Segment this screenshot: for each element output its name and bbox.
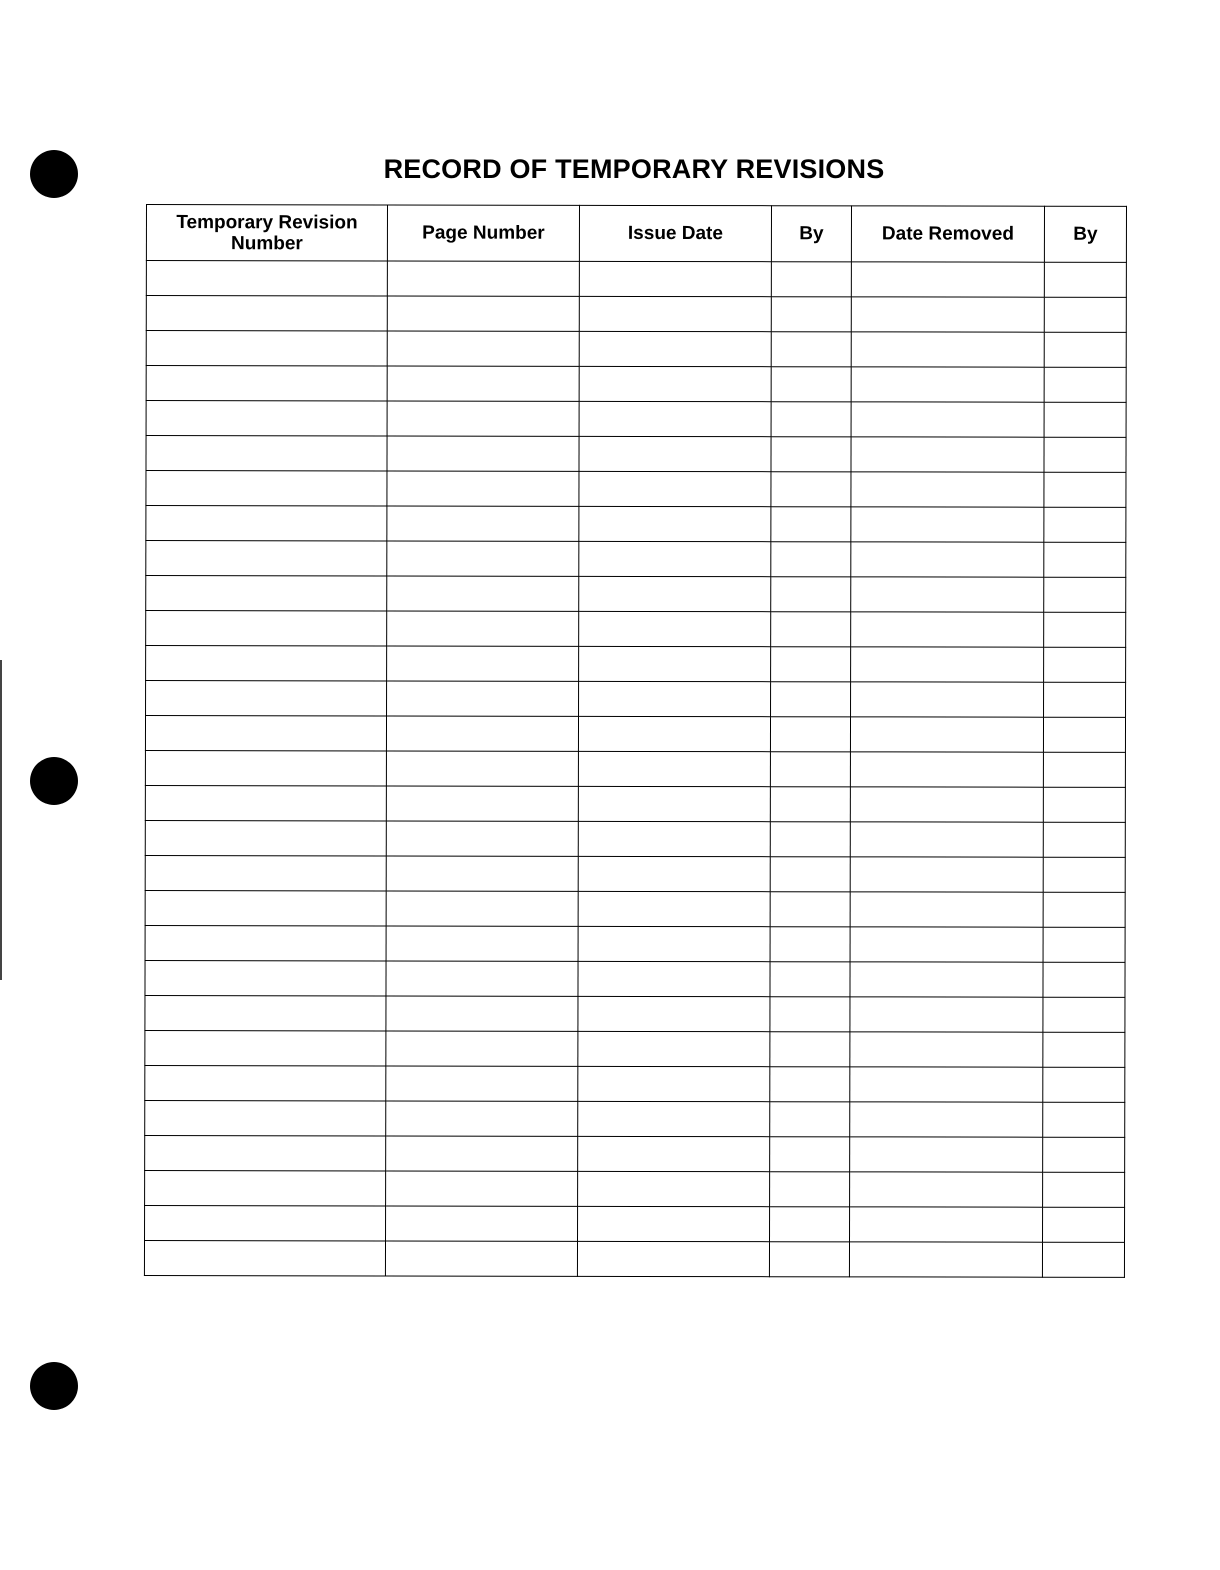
cell-issue-date[interactable] bbox=[578, 1136, 770, 1171]
cell-by-removed[interactable] bbox=[1043, 1067, 1125, 1102]
cell-page-number[interactable] bbox=[386, 926, 578, 961]
cell-by-issued[interactable] bbox=[771, 507, 851, 542]
cell-issue-date[interactable] bbox=[578, 1206, 770, 1241]
cell-issue-date[interactable] bbox=[579, 681, 771, 716]
cell-temp-revision-number[interactable] bbox=[145, 820, 386, 855]
cell-date-removed[interactable] bbox=[851, 542, 1044, 577]
cell-by-removed[interactable] bbox=[1043, 787, 1125, 822]
revisions-table bbox=[144, 204, 1127, 1278]
cell-temp-revision-number[interactable] bbox=[145, 1100, 386, 1135]
cell-date-removed[interactable] bbox=[851, 472, 1044, 507]
page-title: RECORD OF TEMPORARY REVISIONS bbox=[383, 154, 885, 184]
cell-by-issued[interactable] bbox=[770, 1172, 850, 1207]
cell-page-number[interactable] bbox=[386, 786, 578, 821]
col-header-page-number: Page Number bbox=[387, 205, 579, 261]
table-row bbox=[145, 960, 1125, 997]
cell-issue-date[interactable] bbox=[579, 436, 771, 471]
cell-date-removed[interactable] bbox=[850, 997, 1043, 1032]
table-row bbox=[144, 1240, 1124, 1277]
cell-by-issued[interactable] bbox=[770, 822, 850, 857]
cell-by-removed[interactable] bbox=[1043, 927, 1125, 962]
cell-page-number[interactable] bbox=[386, 961, 578, 996]
cell-temp-revision-number[interactable] bbox=[146, 366, 387, 401]
table-row bbox=[146, 296, 1126, 333]
table-row bbox=[146, 471, 1126, 508]
cell-issue-date[interactable] bbox=[578, 1171, 770, 1206]
table-row bbox=[146, 366, 1126, 403]
cell-temp-revision-number[interactable] bbox=[145, 716, 386, 751]
table-row bbox=[145, 1205, 1125, 1242]
cell-by-issued[interactable] bbox=[771, 577, 851, 612]
cell-by-removed[interactable] bbox=[1044, 297, 1126, 332]
table-row bbox=[145, 1135, 1125, 1172]
table-row bbox=[145, 995, 1125, 1032]
cell-date-removed[interactable] bbox=[851, 647, 1044, 682]
cell-page-number[interactable] bbox=[387, 611, 579, 646]
cell-by-issued[interactable] bbox=[770, 857, 850, 892]
cell-by-removed[interactable] bbox=[1043, 752, 1125, 787]
cell-date-removed[interactable] bbox=[850, 892, 1043, 927]
cell-temp-revision-number[interactable] bbox=[145, 1065, 386, 1100]
cell-issue-date[interactable] bbox=[578, 961, 770, 996]
cell-issue-date[interactable] bbox=[579, 366, 771, 401]
cell-by-removed[interactable] bbox=[1044, 507, 1126, 542]
cell-by-removed[interactable] bbox=[1043, 717, 1125, 752]
cell-page-number[interactable] bbox=[387, 261, 579, 296]
cell-temp-revision-number[interactable] bbox=[146, 261, 387, 296]
table-row bbox=[146, 261, 1126, 298]
cell-issue-date[interactable] bbox=[578, 856, 770, 891]
cell-by-removed[interactable] bbox=[1043, 997, 1125, 1032]
cell-date-removed[interactable] bbox=[851, 682, 1044, 717]
table-row bbox=[146, 331, 1126, 368]
table-row bbox=[145, 750, 1125, 787]
table-row bbox=[146, 506, 1126, 543]
cell-by-removed[interactable] bbox=[1044, 437, 1126, 472]
cell-by-issued[interactable] bbox=[771, 402, 851, 437]
cell-issue-date[interactable] bbox=[578, 1101, 770, 1136]
cell-page-number[interactable] bbox=[386, 821, 578, 856]
cell-page-number[interactable] bbox=[386, 1101, 578, 1136]
cell-issue-date[interactable] bbox=[578, 891, 770, 926]
cell-temp-revision-number[interactable] bbox=[146, 506, 387, 541]
cell-date-removed[interactable] bbox=[850, 1172, 1043, 1207]
cell-temp-revision-number[interactable] bbox=[145, 1135, 386, 1170]
table-row bbox=[145, 890, 1125, 927]
cell-date-removed[interactable] bbox=[851, 402, 1044, 437]
cell-page-number[interactable] bbox=[387, 366, 579, 401]
cell-date-removed[interactable] bbox=[850, 1102, 1043, 1137]
cell-date-removed[interactable] bbox=[849, 1242, 1042, 1277]
cell-by-removed[interactable] bbox=[1044, 262, 1126, 297]
cell-page-number[interactable] bbox=[387, 576, 579, 611]
cell-date-removed[interactable] bbox=[850, 1032, 1043, 1067]
cell-issue-date[interactable] bbox=[579, 611, 771, 646]
table-body bbox=[144, 261, 1126, 1278]
cell-temp-revision-number[interactable] bbox=[146, 401, 387, 436]
cell-page-number[interactable] bbox=[386, 996, 578, 1031]
cell-by-removed[interactable] bbox=[1044, 542, 1126, 577]
cell-by-removed[interactable] bbox=[1044, 577, 1126, 612]
cell-issue-date[interactable] bbox=[578, 821, 770, 856]
cell-page-number[interactable] bbox=[386, 1136, 578, 1171]
cell-by-removed[interactable] bbox=[1042, 1242, 1124, 1277]
cell-issue-date[interactable] bbox=[579, 471, 771, 506]
cell-by-issued[interactable] bbox=[770, 787, 850, 822]
table-row bbox=[145, 1170, 1125, 1207]
cell-by-removed[interactable] bbox=[1043, 1102, 1125, 1137]
cell-by-issued[interactable] bbox=[771, 682, 851, 717]
cell-date-removed[interactable] bbox=[850, 1207, 1043, 1242]
table-row bbox=[146, 681, 1126, 718]
cell-by-removed[interactable] bbox=[1044, 332, 1126, 367]
cell-date-removed[interactable] bbox=[850, 787, 1043, 822]
table-row bbox=[145, 820, 1125, 857]
cell-date-removed[interactable] bbox=[850, 717, 1043, 752]
cell-by-issued[interactable] bbox=[770, 1032, 850, 1067]
cell-by-issued[interactable] bbox=[770, 1207, 850, 1242]
table-row bbox=[146, 401, 1126, 438]
cell-page-number[interactable] bbox=[386, 891, 578, 926]
cell-by-issued[interactable] bbox=[770, 962, 850, 997]
col-header-by-removed: By bbox=[1044, 206, 1126, 262]
cell-page-number[interactable] bbox=[386, 1066, 578, 1101]
cell-temp-revision-number[interactable] bbox=[146, 541, 387, 576]
table-row bbox=[145, 785, 1125, 822]
cell-date-removed[interactable] bbox=[850, 822, 1043, 857]
table-row bbox=[146, 646, 1126, 683]
table-row bbox=[145, 1065, 1125, 1102]
cell-date-removed[interactable] bbox=[851, 297, 1044, 332]
cell-by-removed[interactable] bbox=[1043, 962, 1125, 997]
cell-issue-date[interactable] bbox=[579, 576, 771, 611]
cell-page-number[interactable] bbox=[386, 856, 578, 891]
cell-issue-date[interactable] bbox=[578, 926, 770, 961]
cell-by-issued[interactable] bbox=[771, 367, 851, 402]
cell-by-removed[interactable] bbox=[1043, 892, 1125, 927]
cell-by-issued[interactable] bbox=[770, 1137, 850, 1172]
cell-page-number[interactable] bbox=[386, 1031, 578, 1066]
cell-page-number[interactable] bbox=[387, 471, 579, 506]
cell-date-removed[interactable] bbox=[851, 612, 1044, 647]
cell-date-removed[interactable] bbox=[850, 962, 1043, 997]
table-row bbox=[146, 541, 1126, 578]
cell-date-removed[interactable] bbox=[850, 1137, 1043, 1172]
cell-page-number[interactable] bbox=[386, 1171, 578, 1206]
scan-edge-mark bbox=[0, 660, 2, 980]
cell-page-number[interactable] bbox=[387, 401, 579, 436]
cell-by-removed[interactable] bbox=[1043, 857, 1125, 892]
cell-by-issued[interactable] bbox=[771, 332, 851, 367]
cell-temp-revision-number[interactable] bbox=[145, 960, 386, 995]
cell-by-removed[interactable] bbox=[1043, 1032, 1125, 1067]
cell-temp-revision-number[interactable] bbox=[146, 331, 387, 366]
cell-issue-date[interactable] bbox=[577, 1241, 769, 1276]
cell-page-number[interactable] bbox=[386, 751, 578, 786]
cell-issue-date[interactable] bbox=[579, 506, 771, 541]
cell-date-removed[interactable] bbox=[851, 577, 1044, 612]
cell-by-issued[interactable] bbox=[771, 612, 851, 647]
cell-by-issued[interactable] bbox=[770, 1067, 850, 1102]
cell-temp-revision-number[interactable] bbox=[145, 925, 386, 960]
table-row bbox=[146, 611, 1126, 648]
cell-issue-date[interactable] bbox=[578, 716, 770, 751]
cell-by-issued[interactable] bbox=[770, 717, 850, 752]
cell-page-number[interactable] bbox=[386, 1206, 578, 1241]
cell-issue-date[interactable] bbox=[579, 401, 771, 436]
cell-temp-revision-number[interactable] bbox=[145, 750, 386, 785]
cell-by-issued[interactable] bbox=[770, 892, 850, 927]
cell-issue-date[interactable] bbox=[579, 331, 771, 366]
cell-date-removed[interactable] bbox=[851, 332, 1044, 367]
cell-date-removed[interactable] bbox=[851, 367, 1044, 402]
col-header-issue-date: Issue Date bbox=[579, 205, 771, 261]
col-header-temp-revision-number: Temporary Revision Number bbox=[146, 205, 387, 261]
cell-date-removed[interactable] bbox=[850, 927, 1043, 962]
cell-by-issued[interactable] bbox=[771, 542, 851, 577]
cell-temp-revision-number[interactable] bbox=[146, 576, 387, 611]
table-row bbox=[145, 716, 1125, 753]
cell-issue-date[interactable] bbox=[578, 1031, 770, 1066]
cell-temp-revision-number[interactable] bbox=[144, 1240, 385, 1275]
cell-page-number[interactable] bbox=[387, 296, 579, 331]
cell-by-removed[interactable] bbox=[1043, 822, 1125, 857]
binder-hole-bottom bbox=[30, 1362, 78, 1410]
cell-page-number[interactable] bbox=[386, 716, 578, 751]
cell-temp-revision-number[interactable] bbox=[146, 436, 387, 471]
cell-date-removed[interactable] bbox=[851, 507, 1044, 542]
cell-by-removed[interactable] bbox=[1044, 682, 1126, 717]
cell-by-removed[interactable] bbox=[1044, 612, 1126, 647]
cell-issue-date[interactable] bbox=[579, 296, 771, 331]
cell-by-removed[interactable] bbox=[1044, 402, 1126, 437]
cell-temp-revision-number[interactable] bbox=[145, 1170, 386, 1205]
cell-temp-revision-number[interactable] bbox=[145, 995, 386, 1030]
cell-temp-revision-number[interactable] bbox=[146, 471, 387, 506]
cell-temp-revision-number[interactable] bbox=[145, 1030, 386, 1065]
cell-by-issued[interactable] bbox=[770, 997, 850, 1032]
cell-page-number[interactable] bbox=[387, 506, 579, 541]
cell-date-removed[interactable] bbox=[850, 752, 1043, 787]
cell-page-number[interactable] bbox=[387, 331, 579, 366]
cell-by-issued[interactable] bbox=[771, 472, 851, 507]
cell-issue-date[interactable] bbox=[579, 261, 771, 296]
cell-by-issued[interactable] bbox=[771, 262, 851, 297]
cell-date-removed[interactable] bbox=[851, 437, 1044, 472]
cell-by-issued[interactable] bbox=[769, 1242, 849, 1277]
table-row bbox=[145, 855, 1125, 892]
cell-by-issued[interactable] bbox=[770, 1102, 850, 1137]
cell-issue-date[interactable] bbox=[579, 541, 771, 576]
table-row bbox=[145, 925, 1125, 962]
col-header-by-issued: By bbox=[771, 206, 851, 262]
cell-issue-date[interactable] bbox=[578, 996, 770, 1031]
cell-temp-revision-number[interactable] bbox=[145, 785, 386, 820]
cell-by-removed[interactable] bbox=[1044, 472, 1126, 507]
cell-by-removed[interactable] bbox=[1044, 647, 1126, 682]
cell-date-removed[interactable] bbox=[850, 1067, 1043, 1102]
binder-hole-middle bbox=[30, 757, 78, 805]
cell-by-issued[interactable] bbox=[771, 297, 851, 332]
cell-temp-revision-number[interactable] bbox=[146, 296, 387, 331]
cell-page-number[interactable] bbox=[387, 681, 579, 716]
cell-page-number[interactable] bbox=[387, 436, 579, 471]
cell-by-issued[interactable] bbox=[770, 752, 850, 787]
table-header-row bbox=[146, 205, 1126, 263]
cell-temp-revision-number[interactable] bbox=[146, 646, 387, 681]
cell-temp-revision-number[interactable] bbox=[146, 611, 387, 646]
cell-issue-date[interactable] bbox=[578, 786, 770, 821]
table-row bbox=[145, 1030, 1125, 1067]
cell-page-number[interactable] bbox=[387, 541, 579, 576]
cell-issue-date[interactable] bbox=[579, 646, 771, 681]
cell-by-removed[interactable] bbox=[1043, 1137, 1125, 1172]
cell-page-number[interactable] bbox=[387, 646, 579, 681]
cell-by-removed[interactable] bbox=[1043, 1172, 1125, 1207]
cell-by-removed[interactable] bbox=[1044, 367, 1126, 402]
cell-by-issued[interactable] bbox=[770, 927, 850, 962]
cell-issue-date[interactable] bbox=[578, 751, 770, 786]
table-row bbox=[145, 1100, 1125, 1137]
cell-page-number[interactable] bbox=[385, 1241, 577, 1276]
cell-issue-date[interactable] bbox=[578, 1066, 770, 1101]
cell-temp-revision-number[interactable] bbox=[145, 855, 386, 890]
table-row bbox=[146, 576, 1126, 613]
binder-hole-top bbox=[30, 150, 78, 198]
cell-date-removed[interactable] bbox=[851, 262, 1044, 297]
cell-temp-revision-number[interactable] bbox=[146, 681, 387, 716]
table-row bbox=[146, 436, 1126, 473]
cell-date-removed[interactable] bbox=[850, 857, 1043, 892]
cell-by-issued[interactable] bbox=[771, 647, 851, 682]
cell-by-removed[interactable] bbox=[1043, 1207, 1125, 1242]
cell-temp-revision-number[interactable] bbox=[145, 1205, 386, 1240]
cell-by-issued[interactable] bbox=[771, 437, 851, 472]
col-header-date-removed: Date Removed bbox=[851, 206, 1044, 262]
cell-temp-revision-number[interactable] bbox=[145, 890, 386, 925]
